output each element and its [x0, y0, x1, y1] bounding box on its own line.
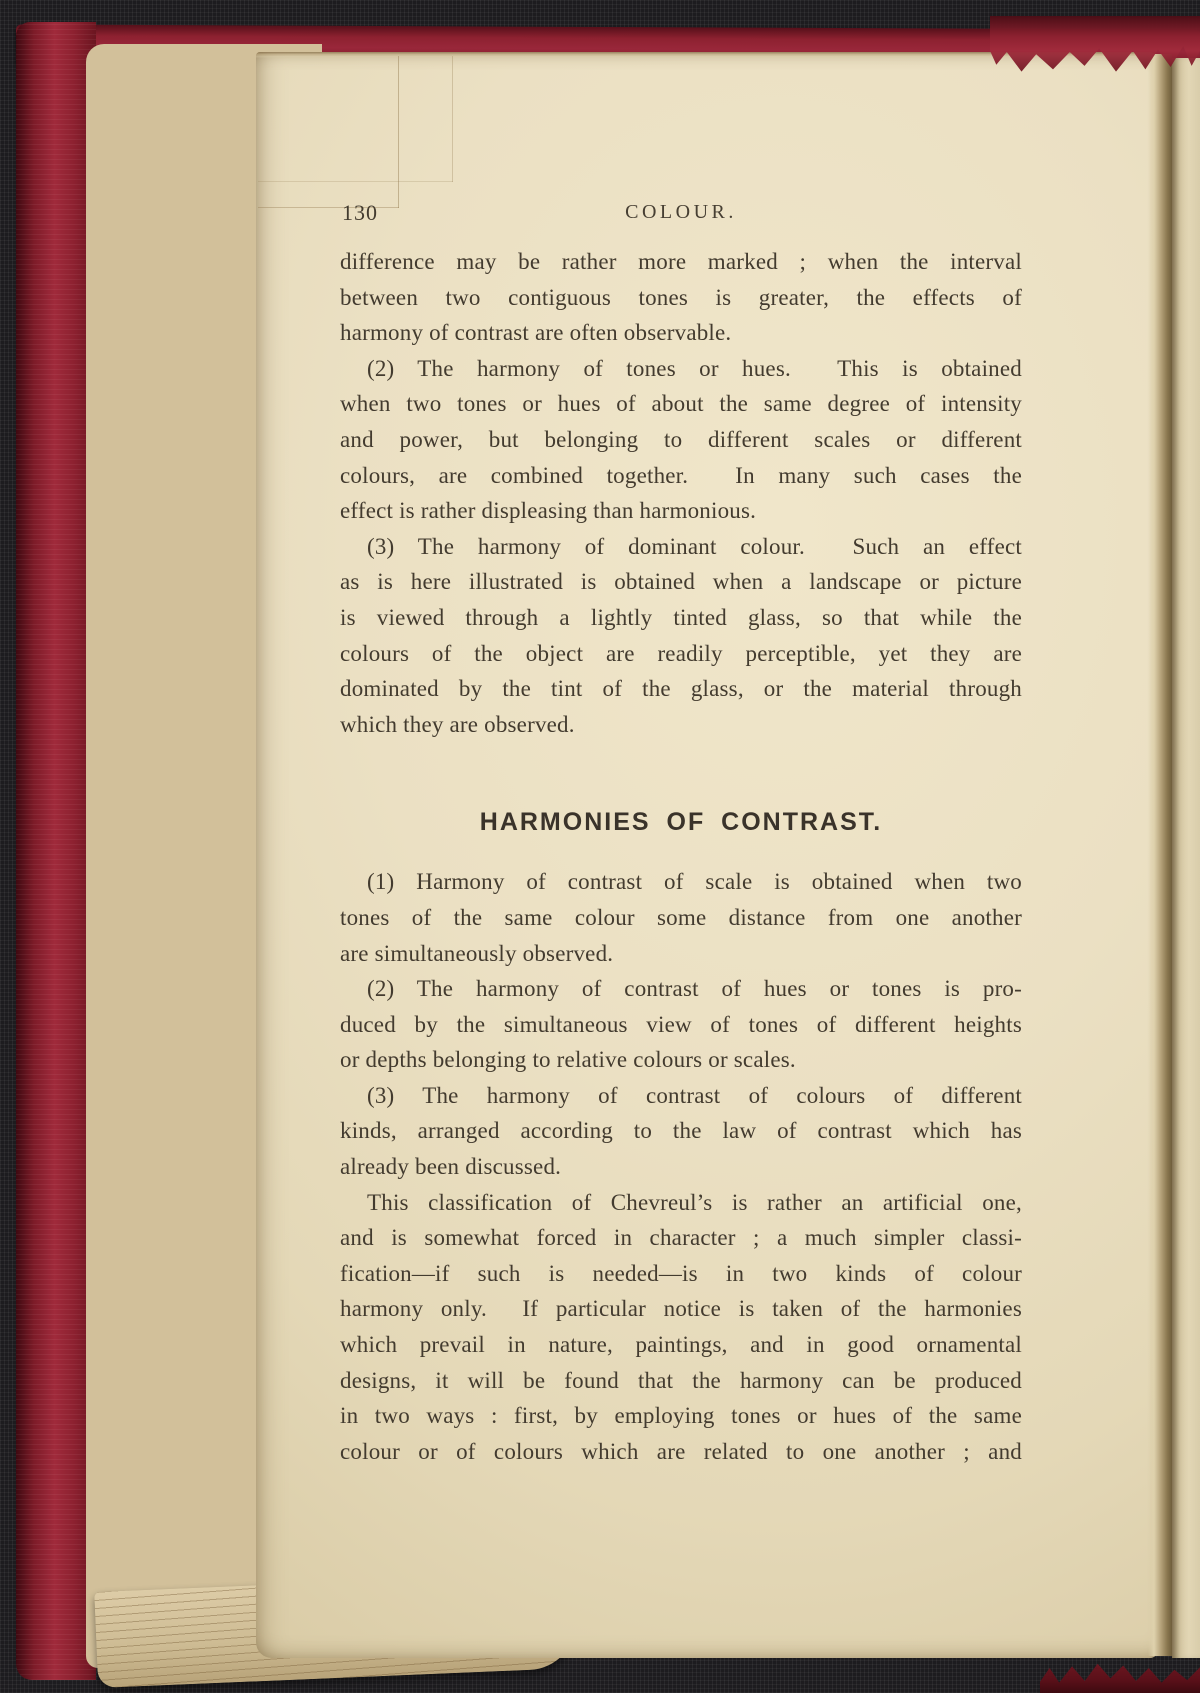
book-cover-left-edge: [16, 22, 96, 1680]
text-line: colour or of colours which are related to one another ; and: [340, 1438, 1022, 1464]
text-lines: [340, 244, 1022, 1469]
text-line: and is somewhat forced in character ; a much simpler classi-: [340, 1225, 1022, 1251]
text-line: (2) The harmony of tones or hues. This is obtained: [367, 355, 1022, 381]
text-line: difference may be rather more marked ; when the interval: [340, 249, 1022, 274]
text-line: between two contiguous tones is greater, the effects of: [340, 284, 1022, 310]
text-line: harmony of contrast are often observable.: [340, 320, 732, 346]
text-line: (3) The harmony of dominant colour. Such an effect: [367, 533, 1022, 559]
page-edge-groove: [1148, 54, 1172, 1656]
text-line: duced by the simultaneous view of tones of different heights: [340, 1011, 1022, 1037]
text-line: colours, are combined together. In many such cases the: [340, 462, 1022, 488]
underpage-corner-line: [398, 56, 399, 208]
text-line: is viewed through a lightly tinted glass, so that while the: [340, 604, 1022, 630]
text-line: already been discussed.: [340, 1154, 562, 1180]
text-line: kinds, arranged according to the law of contrast which has: [340, 1118, 1022, 1144]
text-line: tones of the same colour some distance from one another: [340, 904, 1022, 930]
next-page-edge: [1172, 58, 1200, 1658]
text-line: or depths belonging to relative colours or scales.: [340, 1047, 796, 1073]
text-line: effect is rather displeasing than harmonious.: [340, 498, 757, 524]
text-line: (2) The harmony of contrast of hues or tones is pro-: [367, 976, 1022, 1002]
text-line: (3) The harmony of contrast of colours of different: [367, 1082, 1022, 1108]
running-head: COLOUR.: [625, 201, 737, 223]
text-line: are simultaneously observed.: [340, 940, 614, 966]
text-line: fication—if such is needed—is in two kinds of colour: [340, 1260, 1022, 1286]
text-line: dominated by the tint of the glass, or the material through: [340, 676, 1022, 702]
text-line: This classification of Chevreul’s is rather an artificial one,: [367, 1189, 1022, 1215]
text-line: and power, but belonging to different scales or different: [340, 426, 1022, 452]
text-line: designs, it will be found that the harmony can be produced: [340, 1367, 1022, 1393]
page-number: 130: [342, 200, 378, 225]
printed-text-block: [340, 198, 1022, 1469]
text-line: which they are observed.: [340, 711, 575, 737]
text-line: when two tones or hues of about the same degree of intensity: [340, 391, 1022, 417]
section-heading: HARMONIES OF CONTRAST.: [479, 808, 883, 837]
underpage-corner-line: [452, 56, 453, 182]
page-header: [340, 198, 1022, 228]
text-line: as is here illustrated is obtained when a landscape or picture: [340, 569, 1022, 595]
text-line: which prevail in nature, paintings, and in good ornamental: [340, 1332, 1022, 1358]
text-line: harmony only. If particular notice is taken of the harmonies: [340, 1296, 1022, 1322]
text-line: in two ways : first, by employing tones or hues of the same: [340, 1403, 1022, 1429]
text-line: (1) Harmony of contrast of scale is obtained when two: [367, 869, 1022, 895]
text-line: colours of the object are readily perceptible, yet they are: [340, 640, 1022, 666]
underpage-corner-line: [258, 181, 453, 182]
